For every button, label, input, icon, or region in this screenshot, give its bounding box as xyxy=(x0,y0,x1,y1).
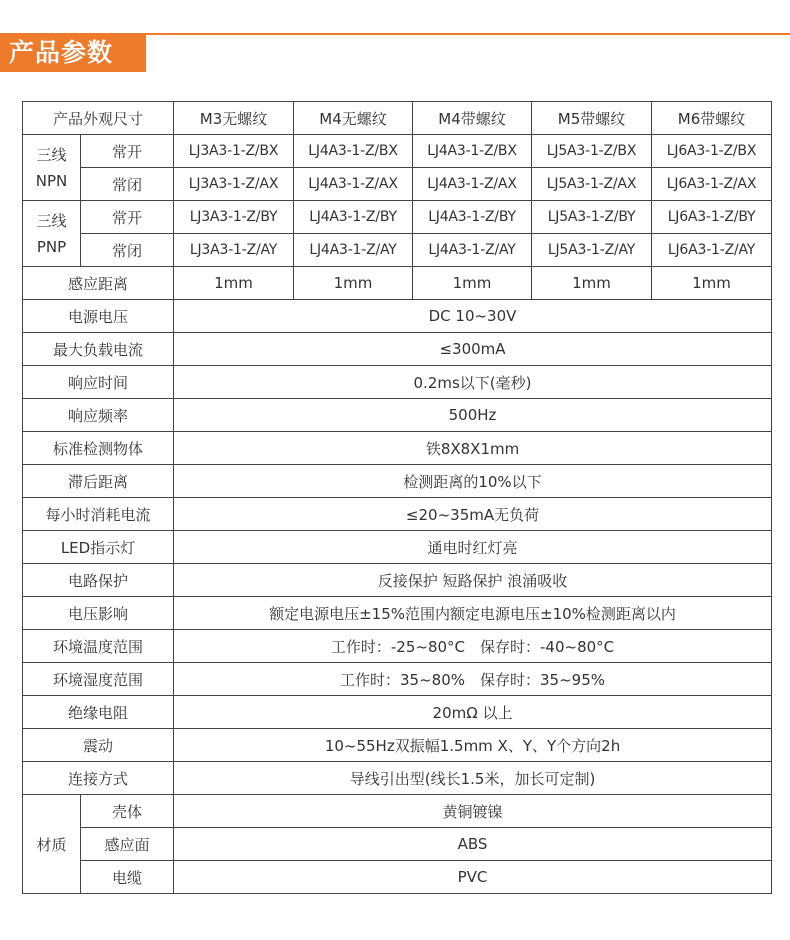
npn-nc-label: 常闭 xyxy=(81,168,174,201)
material-item-value: PVC xyxy=(174,861,772,894)
spec-value: 铁8X8X1mm xyxy=(174,432,772,465)
table-row-pnp-no xyxy=(23,201,772,234)
table-row-distance xyxy=(23,267,772,300)
spec-value: DC 10~30V xyxy=(174,300,772,333)
npn-group-cell xyxy=(23,135,81,201)
spec-table xyxy=(22,101,772,894)
distance-value: 1mm xyxy=(294,267,413,300)
model-code: LJ4A3-1-Z/BX xyxy=(294,135,413,168)
model-code: LJ3A3-1-Z/AX xyxy=(174,168,294,201)
model-code: LJ5A3-1-Z/BY xyxy=(532,201,652,234)
material-item-label: 壳体 xyxy=(81,795,174,828)
spec-label: 环境湿度范围 xyxy=(23,663,174,696)
pnp-nc-label: 常闭 xyxy=(81,234,174,267)
table-row xyxy=(23,663,772,696)
spec-label: 每小时消耗电流 xyxy=(23,498,174,531)
table-row-pnp-nc xyxy=(23,234,772,267)
section-title: 产品参数 xyxy=(0,33,146,72)
spec-value: 导线引出型(线长1.5米，加长可定制) xyxy=(174,762,772,795)
spec-label: 响应频率 xyxy=(23,399,174,432)
material-item-label: 感应面 xyxy=(81,828,174,861)
model-header: M4无螺纹 xyxy=(294,102,413,135)
model-code: LJ5A3-1-Z/BX xyxy=(532,135,652,168)
model-header: M6带螺纹 xyxy=(652,102,772,135)
model-code: LJ4A3-1-Z/AY xyxy=(294,234,413,267)
spec-label: 最大负载电流 xyxy=(23,333,174,366)
spec-value: 通电时红灯亮 xyxy=(174,531,772,564)
model-code: LJ6A3-1-Z/AX xyxy=(652,168,772,201)
spec-label: 电路保护 xyxy=(23,564,174,597)
spec-value: 额定电源电压±15%范围内额定电源电压±10%检测距离以内 xyxy=(174,597,772,630)
spec-value: 工作时：35~80% 保存时：35~95% xyxy=(174,663,772,696)
spec-label: 连接方式 xyxy=(23,762,174,795)
spec-label: 响应时间 xyxy=(23,366,174,399)
pnp-group-cell xyxy=(23,201,81,267)
spec-label: 环境温度范围 xyxy=(23,630,174,663)
table-row xyxy=(23,432,772,465)
header-label: 产品外观尺寸 xyxy=(23,102,174,135)
model-code: LJ4A3-1-Z/AX xyxy=(413,168,532,201)
model-header: M3无螺纹 xyxy=(174,102,294,135)
model-code: LJ5A3-1-Z/AY xyxy=(532,234,652,267)
distance-label: 感应距离 xyxy=(23,267,174,300)
npn-group-line1: 三线 xyxy=(36,145,67,164)
npn-no-label: 常开 xyxy=(81,135,174,168)
model-code: LJ4A3-1-Z/BY xyxy=(294,201,413,234)
table-row xyxy=(23,399,772,432)
pnp-group-line1: 三线 xyxy=(36,211,67,230)
model-header: M5带螺纹 xyxy=(532,102,652,135)
table-row xyxy=(23,531,772,564)
table-row xyxy=(23,465,772,498)
spec-value: ≤20~35mA无负荷 xyxy=(174,498,772,531)
spec-label: LED指示灯 xyxy=(23,531,174,564)
distance-value: 1mm xyxy=(532,267,652,300)
material-item-label: 电缆 xyxy=(81,861,174,894)
spec-label: 震动 xyxy=(23,729,174,762)
table-row xyxy=(23,630,772,663)
table-row xyxy=(23,564,772,597)
model-code: LJ6A3-1-Z/BY xyxy=(652,201,772,234)
spec-value: 10~55Hz双振幅1.5mm X、Y、Y个方向2h xyxy=(174,729,772,762)
spec-value: 检测距离的10%以下 xyxy=(174,465,772,498)
material-label: 材质 xyxy=(23,795,81,894)
table-row xyxy=(23,498,772,531)
spec-value: 工作时：-25~80°C 保存时：-40~80°C xyxy=(174,630,772,663)
spec-value: 0.2ms以下(毫秒) xyxy=(174,366,772,399)
spec-label: 绝缘电阻 xyxy=(23,696,174,729)
spec-label: 标准检测物体 xyxy=(23,432,174,465)
model-code: LJ3A3-1-Z/AY xyxy=(174,234,294,267)
spec-label: 电源电压 xyxy=(23,300,174,333)
pnp-group-line2: PNP xyxy=(36,237,67,256)
spec-value: 20mΩ 以上 xyxy=(174,696,772,729)
npn-group-line2: NPN xyxy=(35,171,68,190)
table-row-material-cable xyxy=(23,861,772,894)
title-divider xyxy=(146,33,790,35)
model-code: LJ6A3-1-Z/BX xyxy=(652,135,772,168)
distance-value: 1mm xyxy=(174,267,294,300)
spec-value: 500Hz xyxy=(174,399,772,432)
material-item-value: ABS xyxy=(174,828,772,861)
model-code: LJ3A3-1-Z/BY xyxy=(174,201,294,234)
spec-label: 滞后距离 xyxy=(23,465,174,498)
table-row xyxy=(23,366,772,399)
pnp-no-label: 常开 xyxy=(81,201,174,234)
spec-value: 反接保护 短路保护 浪涌吸收 xyxy=(174,564,772,597)
model-code: LJ4A3-1-Z/BX xyxy=(413,135,532,168)
distance-value: 1mm xyxy=(652,267,772,300)
model-header: M4带螺纹 xyxy=(413,102,532,135)
table-row xyxy=(23,762,772,795)
table-row xyxy=(23,729,772,762)
model-code: LJ4A3-1-Z/AY xyxy=(413,234,532,267)
material-item-value: 黄铜镀镍 xyxy=(174,795,772,828)
table-row xyxy=(23,333,772,366)
spec-label: 电压影响 xyxy=(23,597,174,630)
table-row xyxy=(23,696,772,729)
table-row-npn-no xyxy=(23,135,772,168)
spec-value: ≤300mA xyxy=(174,333,772,366)
table-row-header xyxy=(23,102,772,135)
table-row-material-face xyxy=(23,828,772,861)
model-code: LJ4A3-1-Z/AX xyxy=(294,168,413,201)
table-row xyxy=(23,300,772,333)
table-row xyxy=(23,597,772,630)
model-code: LJ4A3-1-Z/BY xyxy=(413,201,532,234)
model-code: LJ3A3-1-Z/BX xyxy=(174,135,294,168)
table-row-npn-nc xyxy=(23,168,772,201)
model-code: LJ6A3-1-Z/AY xyxy=(652,234,772,267)
model-code: LJ5A3-1-Z/AX xyxy=(532,168,652,201)
distance-value: 1mm xyxy=(413,267,532,300)
table-row-material-shell xyxy=(23,795,772,828)
